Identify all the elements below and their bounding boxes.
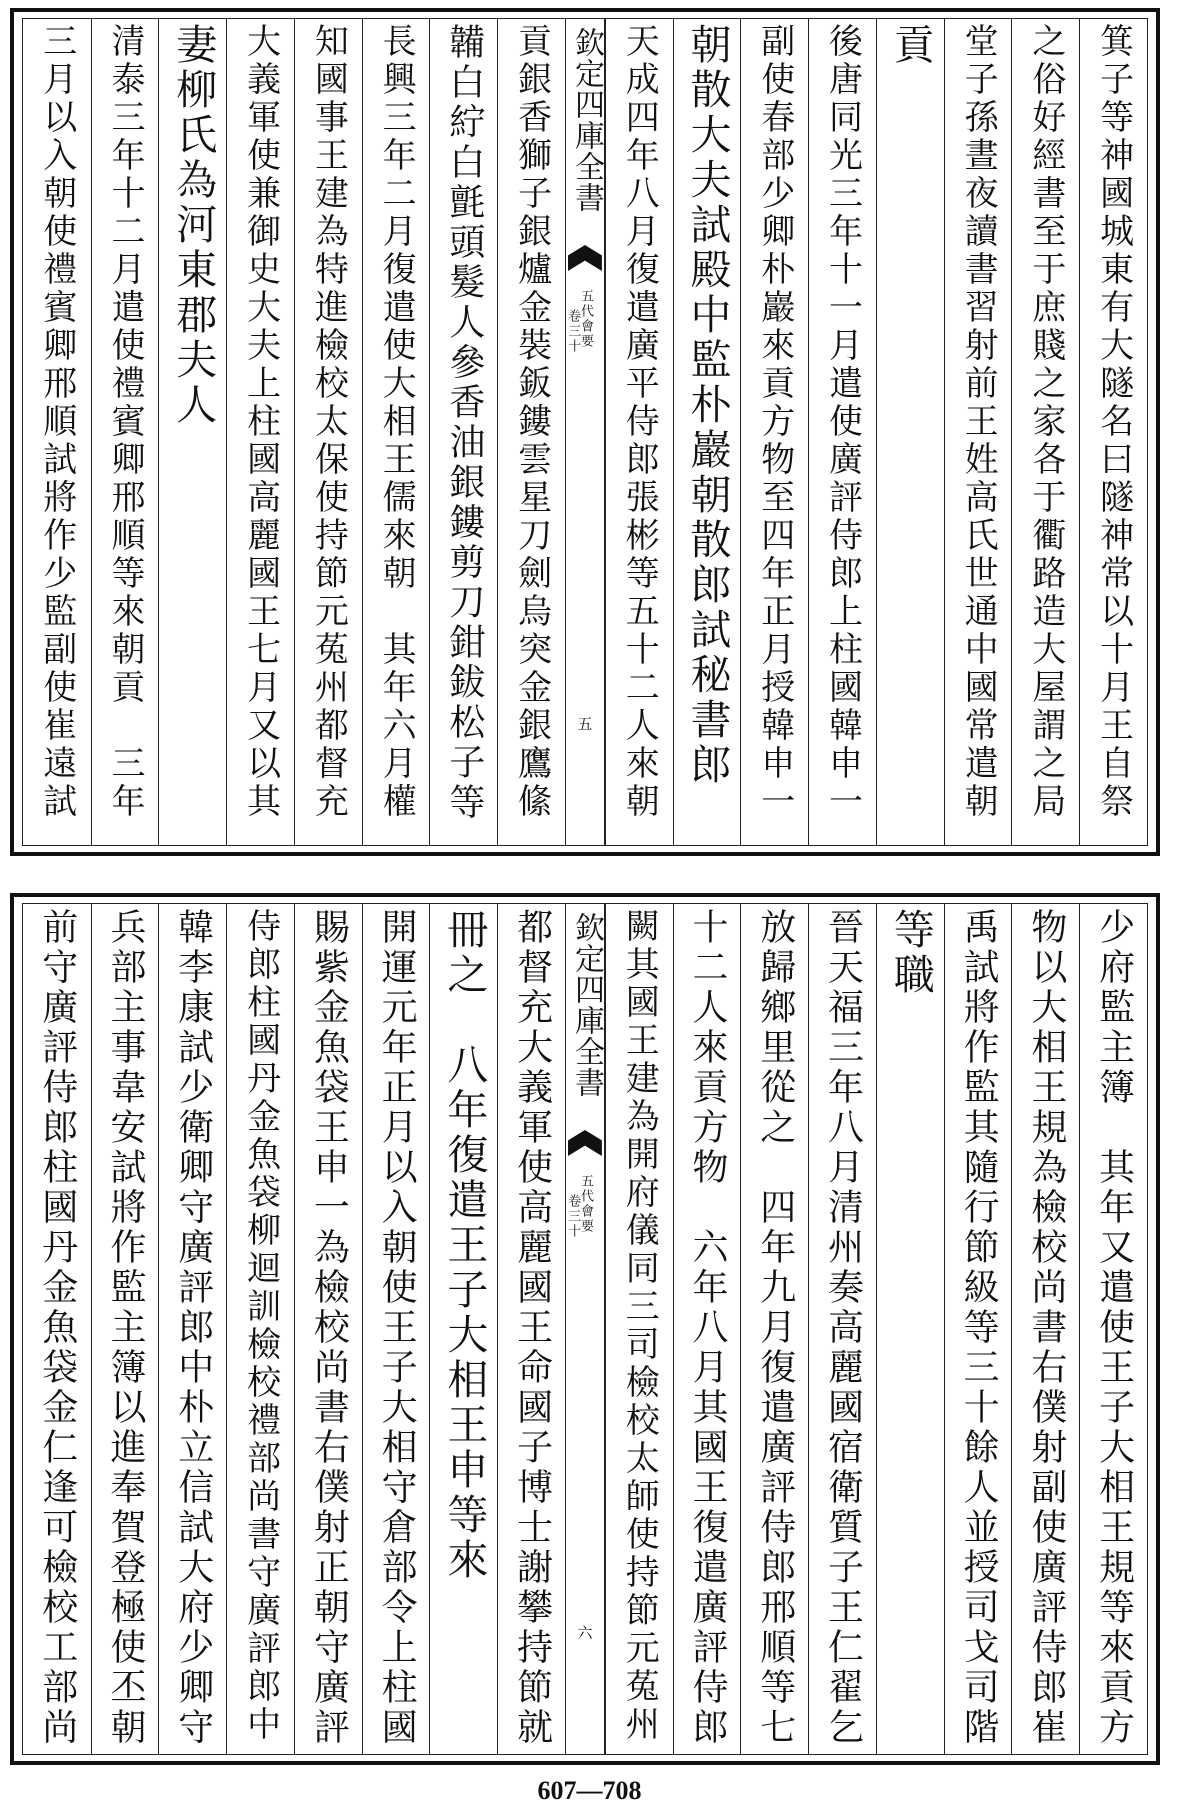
left-text-column [158,19,226,845]
left-text-column [226,904,294,1754]
spine-folio-number: 六 [577,1624,593,1642]
center-spine [565,904,605,1754]
fish-tail-mark-icon [568,245,602,271]
column-text: 貢 [886,23,935,68]
left-text-column [226,19,294,845]
column-text: 禹試將作監其隨行節級等三十餘人並授司戈司階 [958,908,1000,1748]
column-text: 韛白紵白氈頭髮人參香油銀鏤剪刀鉗鈸松子等 [443,23,485,823]
column-text: 長興三年二月復遣使大相王儒來朝 其年六月權 [376,23,417,821]
column-text: 都督充大義軍使高麗國王命國子博士謝攀持節就 [511,908,553,1748]
left-text-column [158,904,226,1754]
left-text-column [362,904,430,1754]
column-text: 少府監主簿 其年又遣使王子大相王規等來貢方 [1093,908,1135,1748]
left-text-column [91,904,159,1754]
right-text-column [808,19,876,845]
right-text-column [740,19,808,845]
column-text: 之俗好經書至于庶賤之家各于衢路造大屋謂之局 [1025,23,1066,821]
right-text-column [740,904,808,1754]
left-text-column [362,19,430,845]
spine-volume: 卷三十 [565,309,581,354]
spine-book-title: 五代會要 [578,1174,594,1234]
column-text: 賜紫金魚袋王申一為檢校尚書右僕射正朝守廣評 [308,908,350,1748]
column-text: 三月以入朝使禮賓卿邢順試將作少監副使崔遠試 [36,23,77,821]
left-text-column [91,19,159,845]
column-text: 知國事王建為特進檢校太保使持節元菟州都督充 [308,23,349,821]
left-text-column [497,19,565,845]
left-text-column [429,904,497,1754]
column-text: 晉天福三年八月清州奏高麗國宿衛質子王仁翟乞 [822,908,864,1748]
page-number-footer: 607—708 [537,1776,642,1805]
left-text-column [23,19,91,845]
spine-title: 欽定四庫全書 [569,912,605,1098]
bottom-page [10,893,1160,1765]
column-text: 韓李康試少衛卿守廣評郎中朴立信試大府少卿守 [172,908,214,1748]
column-text: 妻柳氏為河東郡夫人 [169,23,218,428]
column-text: 等職 [886,908,935,998]
column-text: 天成四年八月復遣廣平侍郎張彬等五十二人來朝 [619,23,660,821]
column-text: 副使春部少卿朴巖來貢方物至四年正月授韓申一 [754,23,795,821]
column-text: 貢銀香獅子銀爐金裝鈑鏤雲星刀劍烏突金銀鷹絛 [511,23,552,821]
right-text-column [944,904,1012,1754]
left-text-column [294,904,362,1754]
right-text-column [605,904,673,1754]
center-spine [565,19,605,845]
top-page-text-block [22,18,1148,846]
right-text-column [673,19,741,845]
column-text: 前守廣評侍郎柱國丹金魚袋金仁逢可檢校工部尚 [36,908,78,1748]
right-text-column [808,904,876,1754]
right-text-column [605,19,673,845]
column-text: 闕其國王建為開府儀同三司檢校太師使持節元菟州 [619,908,660,1744]
column-text: 堂子孫晝夜讀書習射前王姓高氏世通中國常遣朝 [958,23,999,821]
column-text: 後唐同光三年十一月遣使廣評侍郎上柱國韓申一 [822,23,863,821]
bottom-page-text-block [22,903,1148,1755]
right-text-column [876,19,944,845]
column-text: 大義軍使兼御史大夫上柱國高麗國王七月又以其 [240,23,281,821]
column-text: 侍郎柱國丹金魚袋柳迴訓檢校禮部尚書守廣評郎中 [240,908,281,1744]
column-text: 兵部主事韋安試將作監主簿以進奉賀登極使丕朝 [105,908,147,1748]
right-text-column [944,19,1012,845]
column-text: 箕子等神國城東有大隧名曰隧神常以十月王自祭 [1093,23,1134,821]
right-text-column [876,904,944,1754]
left-text-column [23,904,91,1754]
right-text-column [1011,904,1079,1754]
left-text-column [294,19,362,845]
column-text: 冊之 八年復遣王子大相王申等來 [440,908,489,1583]
column-text: 清泰三年十二月遣使禮賓卿邢順等來朝貢 三年 [105,23,146,821]
column-text: 物以大相王規為檢校尚書右僕射副使廣評侍郎崔 [1025,908,1067,1748]
spine-volume: 卷三十 [565,1194,581,1239]
column-text: 開運元年正月以入朝使王子大相守倉部令上柱國 [376,908,418,1748]
top-page [10,8,1160,856]
right-text-column [1079,19,1147,845]
spine-folio-number: 五 [577,715,593,733]
right-text-column [1079,904,1147,1754]
spine-title: 欽定四庫全書 [569,27,605,213]
column-text: 十二人來貢方物 六年八月其國王復遣廣評侍郎 [687,908,729,1748]
column-text: 朝散大夫試殿中監朴巖朝散郎試秘書郎 [683,23,732,788]
fish-tail-mark-icon [568,1130,602,1156]
right-text-column [1011,19,1079,845]
left-text-column [429,19,497,845]
right-text-column [673,904,741,1754]
spine-book-title: 五代會要 [578,289,594,349]
column-text: 放歸鄉里從之 四年九月復遣廣評侍郎邢順等七 [754,908,796,1748]
left-text-column [497,904,565,1754]
